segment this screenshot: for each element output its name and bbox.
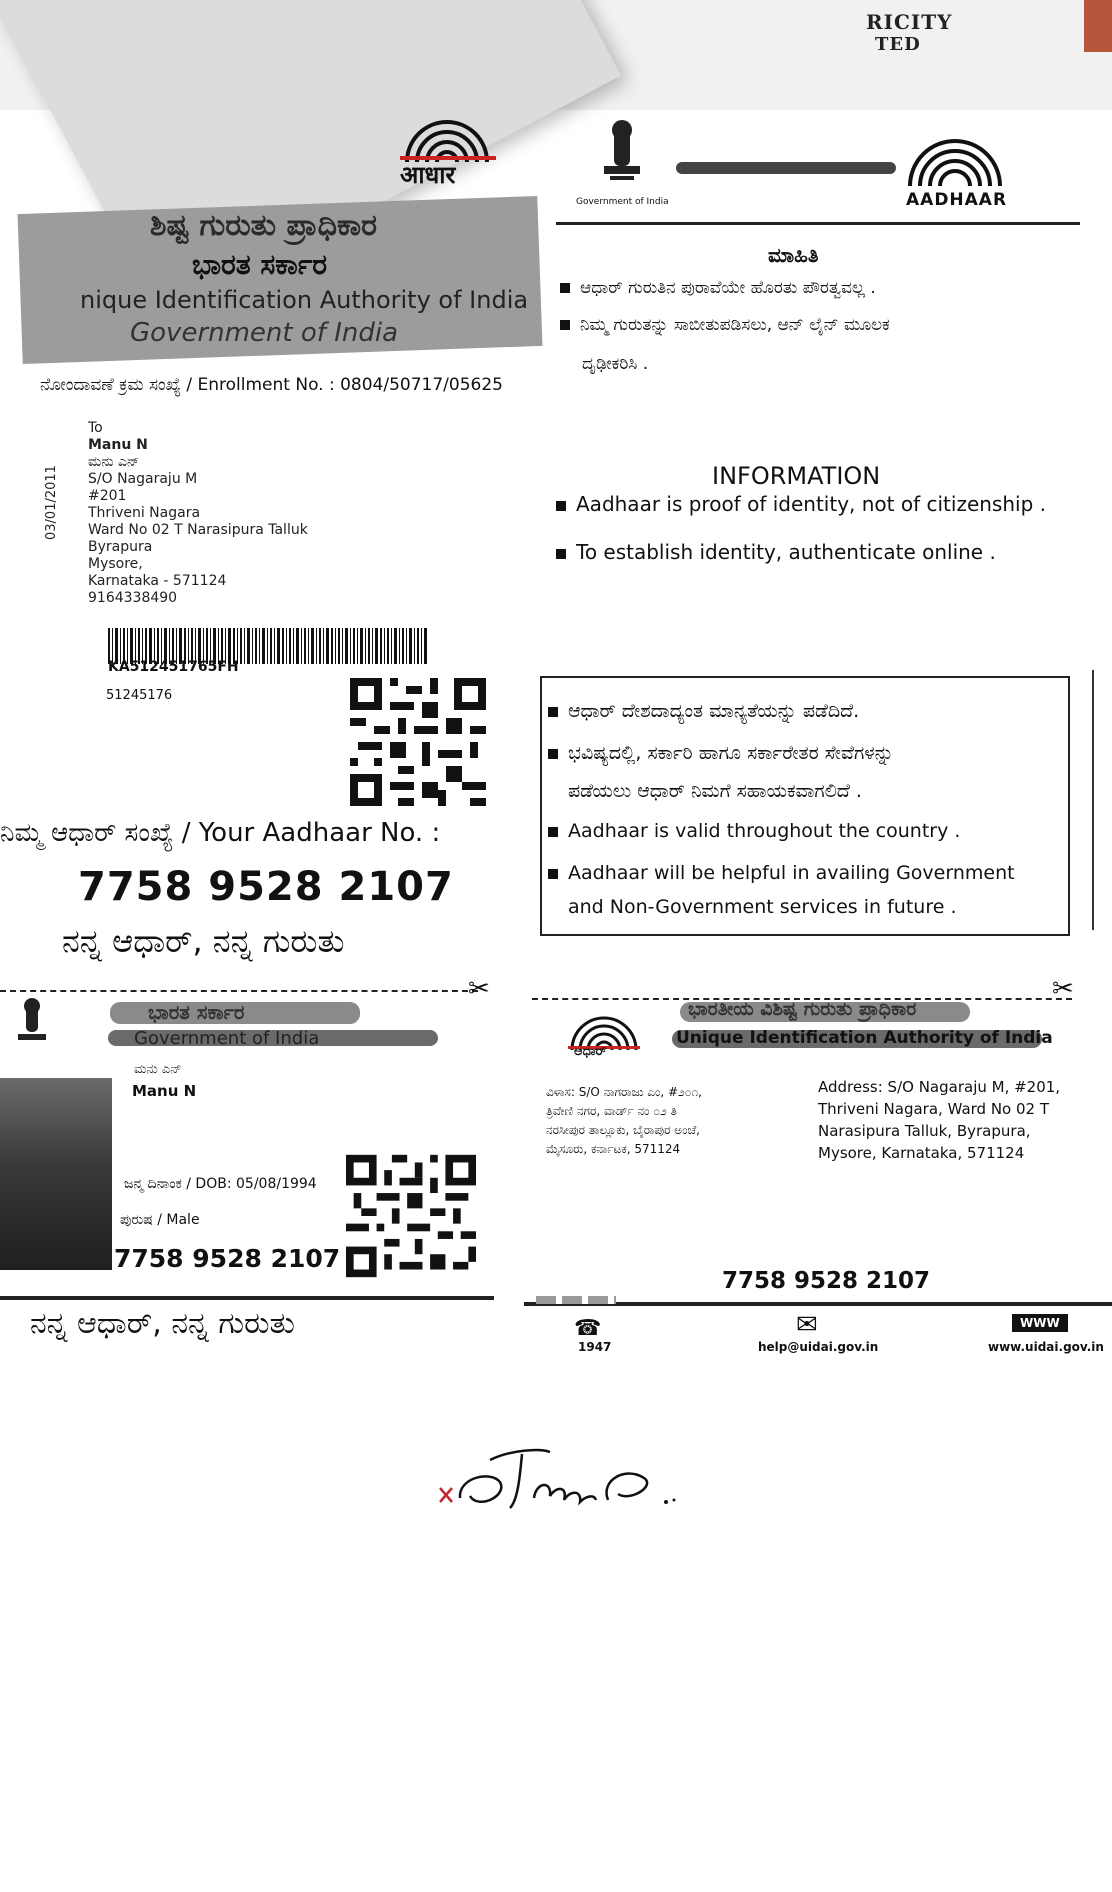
address-en-line: Thriveni Nagara, Ward No 02 T (818, 1100, 1050, 1118)
your-aadhaar-label: ನಿಮ್ಮ ಆಧಾರ್ ಸಂಖ್ಯೆ / Your Aadhaar No. : (0, 818, 441, 848)
barcode-pin: 51245176 (106, 688, 173, 703)
address-line: Karnataka - 571124 (88, 573, 227, 589)
scissors-icon: ✂ (468, 974, 490, 1004)
address-line: S/O Nagaraju M (88, 471, 198, 487)
address-line: #201 (88, 488, 127, 504)
mail-icon: ✉ (796, 1310, 818, 1340)
card-gender: ಪುರುಷ / Male (120, 1212, 200, 1228)
qr-code-card (346, 1152, 476, 1280)
top-fragment-right-2: TED (875, 34, 921, 55)
barcode-number: KA512451765FH (108, 659, 239, 675)
issue-date: 03/01/2011 (44, 465, 59, 540)
top-fragment-right: RICITY (866, 10, 953, 34)
info-box-line-1: ಆಧಾರ್ ದೇಶದಾದ್ಯಂತ ಮಾನ್ಯತೆಯನ್ನು ಪಡೆದಿದೆ. (548, 700, 859, 722)
card-dob: ಜನ್ಮ ದಿನಾಂಕ / DOB: 05/08/1994 (124, 1176, 317, 1192)
card-aadhaar-number: 7758 9528 2107 (114, 1244, 341, 1273)
header-rule (556, 222, 1080, 225)
aadhaar-number: 7758 9528 2107 (78, 864, 454, 910)
address-kn-line: ವಿಳಾಸ: S/O ನಾಗರಾಜು ಎಂ, #೨೦೧, (546, 1085, 702, 1099)
card-address-english (818, 1076, 1060, 1164)
govt-kannada: ಭಾರತ ಸರ್ಕಾರ (192, 248, 328, 281)
info-box-line-4a: Aadhaar will be helpful in availing Government (548, 862, 1015, 884)
right-edge-line (1092, 670, 1094, 930)
info-kannada-line-2: ನಿಮ್ಮ ಗುರುತನ್ನು ಸಾಬೀತುಪಡಿಸಲು, ಆನ್ ಲೈನ್ ಮೂಲಕ (560, 315, 890, 335)
scissors-icon: ✂ (1052, 974, 1074, 1004)
info-english-line-2: To establish identity, authenticate online . (556, 540, 996, 564)
card-uidai-english: Unique Identification Authority of India (676, 1028, 1053, 1048)
address-line: Ward No 02 T Narasipura Talluk (88, 522, 308, 538)
enrollment-number: ನೋಂದಾವಣೆ ಕ್ರಮ ಸಂಖ್ಯೆ / Enrollment No. : 0804/50717/05625 (40, 375, 503, 395)
address-line: Byrapura (88, 539, 153, 555)
authority-kannada: ಶಿಷ್ಟ ಗುರುತು ಪ್ರಾಧಿಕಾರ (150, 208, 377, 243)
address-en-line: Narasipura Talluk, Byrapura, (818, 1122, 1031, 1140)
aadhaar-logo-right-icon (900, 130, 1010, 194)
card-name-kannada: ಮನು ಎನ್ (134, 1062, 182, 1077)
card-address-kannada (546, 1083, 702, 1159)
info-heading-kannada: ಮಾಹಿತಿ (768, 243, 819, 267)
card-goi: Government of India (134, 1028, 320, 1049)
aadhaar-tagline: ನನ್ನ ಆಧಾರ್, ನನ್ನ ಗುರುತು (62, 922, 345, 960)
redaction-bar (676, 162, 896, 174)
qr-code-top (350, 678, 486, 806)
address-kn-line: ನರಸೀಪುರ ತಾಲ್ಲೂಕು, ಬೈರಾಪುರ ಅಂಚೆ, (546, 1123, 701, 1137)
card-right-aadhaar-number: 7758 9528 2107 (722, 1268, 931, 1294)
holder-photo (0, 1078, 112, 1270)
address-line: Mysore, (88, 556, 143, 572)
card-uidai-kannada: ಭಾರತೀಯ ವಿಶಿಷ್ಟ ಗುರುತು ಪ್ರಾಧಿಕಾರ (688, 998, 917, 1020)
info-box-line-2a: ಭವಿಷ್ಯದಲ್ಲಿ, ಸರ್ಕಾರಿ ಹಾಗೂ ಸರ್ಕಾರೇತರ ಸೇವೆಗಳನ್ನು (548, 742, 894, 764)
card-aadhaar-logo-text: ಆಧಾರ್ (574, 1044, 607, 1059)
rule-marks (536, 1296, 616, 1304)
info-box-line-3: Aadhaar is valid throughout the country . (548, 820, 960, 842)
phone-icon: ☎ (574, 1316, 602, 1341)
address-line: Thriveni Nagara (88, 505, 201, 521)
orange-edge (1084, 0, 1112, 52)
info-kannada-line-1: ಆಧಾರ್ ಗುರುತಿನ ಪುರಾವೆಯೇ ಹೊರತು ಪೌರತ್ವವಲ್ಲ . (560, 278, 876, 298)
emblem-icon (592, 118, 652, 198)
info-english-line-1: Aadhaar is proof of identity, not of citizenship . (556, 492, 1046, 516)
signature-image (430, 1420, 730, 1530)
cut-line-left (0, 990, 478, 992)
helpline-number: 1947 (578, 1340, 612, 1354)
help-email: help@uidai.gov.in (758, 1340, 879, 1354)
www-icon: WWW (1012, 1314, 1068, 1332)
uidai-english: nique Identification Authority of India (80, 286, 529, 314)
info-box-line-4b: and Non-Government services in future . (568, 896, 957, 918)
address-line: ಮನು ಎನ್ (88, 454, 140, 470)
info-box-line-2b: ಪಡೆಯಲು ಆಧಾರ್ ನಿಮಗೆ ಸಹಾಯಕವಾಗಲಿದೆ . (568, 780, 862, 802)
address-kn-line: ಮೈಸೂರು, ಕರ್ನಾಟಕ, 571124 (546, 1142, 681, 1156)
address-en-line: Address: S/O Nagaraju M, #201, (818, 1078, 1061, 1096)
card-rule-left (0, 1296, 494, 1300)
info-kannada-line-2b: ದೃಢೀಕರಿಸಿ . (582, 354, 649, 374)
address-line: 9164338490 (88, 590, 178, 606)
info-heading-english: INFORMATION (712, 462, 881, 490)
aadhaar-wordmark: AADHAAR (906, 190, 1008, 210)
card-govt-kannada: ಭಾರತ ಸರ್ಕಾರ (148, 1000, 245, 1024)
address-kn-line: ತ್ರಿವೇಣಿ ನಗರ, ವಾರ್ಡ್ ನಂ ೦೨ ತಿ (546, 1104, 677, 1118)
address-en-line: Mysore, Karnataka, 571124 (818, 1144, 1025, 1162)
card-tagline: ನನ್ನ ಆಧಾರ್, ನನ್ನ ಗುರುತು (30, 1306, 295, 1341)
aadhaar-logo-text: आधार (400, 161, 456, 189)
address-line: To (88, 420, 103, 436)
card-holder-name: Manu N (132, 1082, 197, 1100)
address-block (88, 420, 308, 607)
goi-english: Government of India (130, 318, 398, 348)
card-emblem-icon (12, 996, 52, 1052)
address-line: Manu N (88, 437, 148, 453)
website: www.uidai.gov.in (988, 1340, 1104, 1354)
government-of-india-small: Government of India (576, 197, 669, 207)
